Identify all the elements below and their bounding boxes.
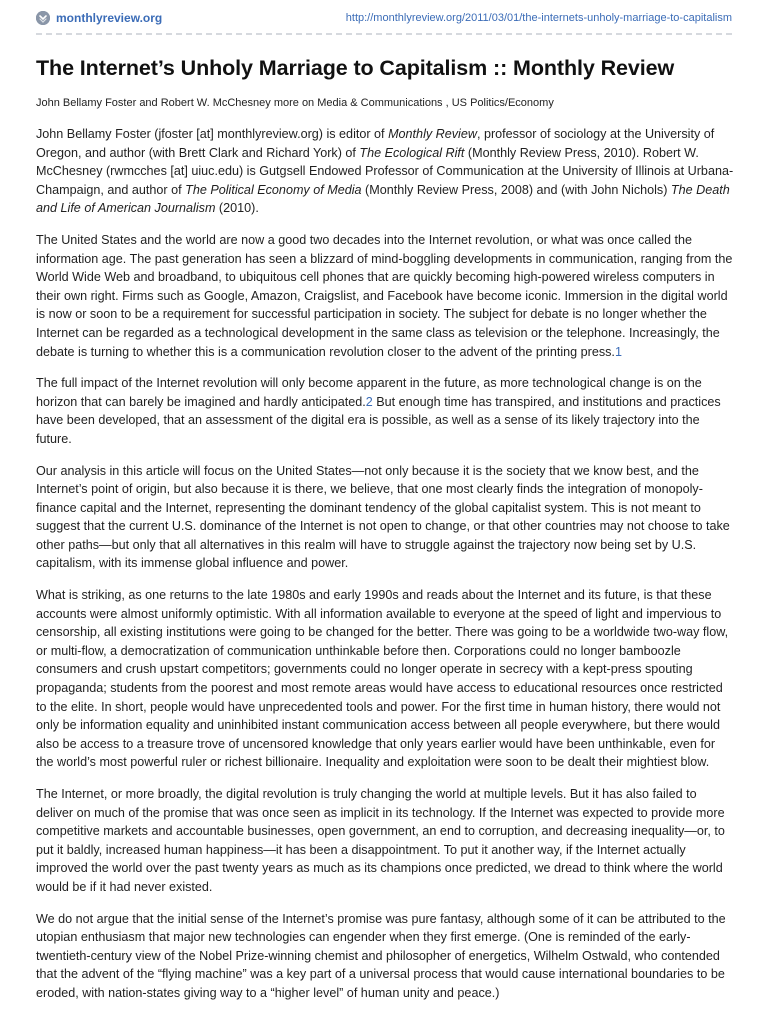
paragraph-6: We do not argue that the initial sense of the Internet’s promise was pure fantasy, although some of it can be attributed to the utopian enthusiasm that major new technologies can engender when they first emerge. (One is reminded of the early-twentieth-century view of the Nobel Prize-winning chemist and philosopher of energetics, Wilhelm Ostwald, who contended that the advent of the “flying machine” was a key part of a universal process that would cause international boundaries to be eroded, with nation-states giving way to a “higher level” of human unity and peace.) (36, 911, 726, 1000)
source-url-link[interactable]: http://monthlyreview.org/2011/03/01/the-internets-unholy-marriage-to-capitalism (345, 12, 732, 24)
site-name-link[interactable]: monthlyreview.org (56, 11, 163, 25)
site-header (36, 11, 162, 25)
paragraph-1 (36, 231, 736, 361)
author-note-text-3: (Monthly Review Press, 2010). Robert W. McChesney (rwmcches [at] uiuc.edu) is Gutgsell Endowed Professor of Communication at the University of Illinois at Urbana-Champaign, and author of (36, 145, 734, 197)
author-note-title-1: Monthly Review (388, 127, 477, 141)
author-note-title-4: The Death and Life of American Journalism (36, 182, 730, 216)
footnote-1-link[interactable]: 1 (614, 344, 622, 359)
paragraph-3: Our analysis in this article will focus on the United States—not only because it is the society that we know best, and the Internet’s point of origin, but also because it is there, we believe, that one most clearly finds the integration of monopoly-finance capital and the Internet, representing the dominant tendency of the global capitalist system. This is not meant to suggest that the current U.S. dominance of the Internet is not open to change, or that other countries may not choose to take other paths—but only that all alternatives in this realm will have to struggle against the trajectory now being set by U.S. capitalism, with its immense global influence and power. (36, 463, 730, 571)
header-divider (36, 33, 732, 35)
page-title: The Internet’s Unholy Marriage to Capitalism :: Monthly Review (36, 56, 675, 80)
author-note-text-2: , professor of sociology at the University of Oregon, and author (with Brett Clark and Richard York) of (36, 127, 715, 160)
paragraph-2-text-b: But enough time has transpired, and institutions and practices have been developed, that an assessment of the digital era is possible, as well as a sense of its likely trajectory into the future. (36, 394, 721, 446)
paragraph-5: The Internet, or more broadly, the digital revolution is truly changing the world at multiple levels. But it has also failed to deliver on much of the promise that was once seen as implicit in its technology. If the Internet was expected to provide more competitive markets and accountable businesses, open government, an end to corruption, and decreasing inequality—or, to put it baldly, increased human happiness—it has been a disappointment. To put it another way, if the Internet actually improved the world over the past twenty years as much as its champions once predicted, we dread to think where the world would be if it had never existed. (36, 787, 725, 894)
footnote-2-link[interactable]: 2 (365, 394, 373, 409)
author-note-text-1: John Bellamy Foster (jfoster [at] monthlyreview.org) is editor of (36, 127, 389, 141)
author-note-title-2: The Ecological Rift (359, 145, 465, 160)
article-body (36, 125, 736, 1016)
author-note-text-5: (2010). (215, 201, 259, 216)
byline: John Bellamy Foster and Robert W. McChesney more on Media & Communications , US Politics/Economy (36, 97, 554, 109)
top-bar (36, 8, 732, 28)
paragraph-2-text-a: The full impact of the Internet revolution will only become apparent in the future, as more technological change is on the horizon that can barely be imagined and hardly anticipated. (36, 376, 702, 409)
author-note (36, 125, 736, 218)
site-logo-icon (36, 11, 50, 25)
author-note-text-4: (Monthly Review Press, 2008) and (with John Nichols) (361, 182, 671, 197)
paragraph-2 (36, 374, 736, 448)
paragraph-1-text: The United States and the world are now a good two decades into the Internet revolution, or what was once called the information age. The past generation has seen a blizzard of mind-boggling developments in communication, ranging from the World Wide Web and broadband, to ubiquitous cell phones that are quickly becoming high-powered wireless computers in their own right. Firms such as Google, Amazon, Craigslist, and Facebook have become iconic. Immersion in the digital world is now or soon to be a requirement for successful participation in society. The subject for debate is no longer whether the Internet can be regarded as a technological development in the same class as television or the telephone. Increasingly, the debate is turning to whether this is a communication revolution closer to the advent of the printing press. (36, 232, 733, 359)
paragraph-4: What is striking, as one returns to the late 1980s and early 1990s and reads about the Internet and its future, is that these accounts were almost uniformly optimistic. With all information available to everyone at the speed of light and impervious to censorship, all existing institutions were going to be changed for the better. There was going to be a worldwide two-way flow, or multi-flow, a democratization of communication unthinkable before then. Corporations could no longer bamboozle consumers and crush upstart competitors; governments could no longer operate in secrecy with a kept-press spouting propaganda; students from the poorest and most remote areas would have access to educational resources once restricted to the elite. In short, people would have unprecedented tools and power. For the first time in human history, there would not only be information equality and uninhibited instant communication access between all people everywhere, but there would also be access to a treasure trove of uncensored knowledge that only years earlier would have been unthinkable, even for the world’s most powerful ruler or richest billionaire. Inequality and exploitation were soon to be dealt their mightiest blow. (36, 588, 729, 770)
author-note-title-3: The Political Economy of Media (185, 182, 362, 197)
